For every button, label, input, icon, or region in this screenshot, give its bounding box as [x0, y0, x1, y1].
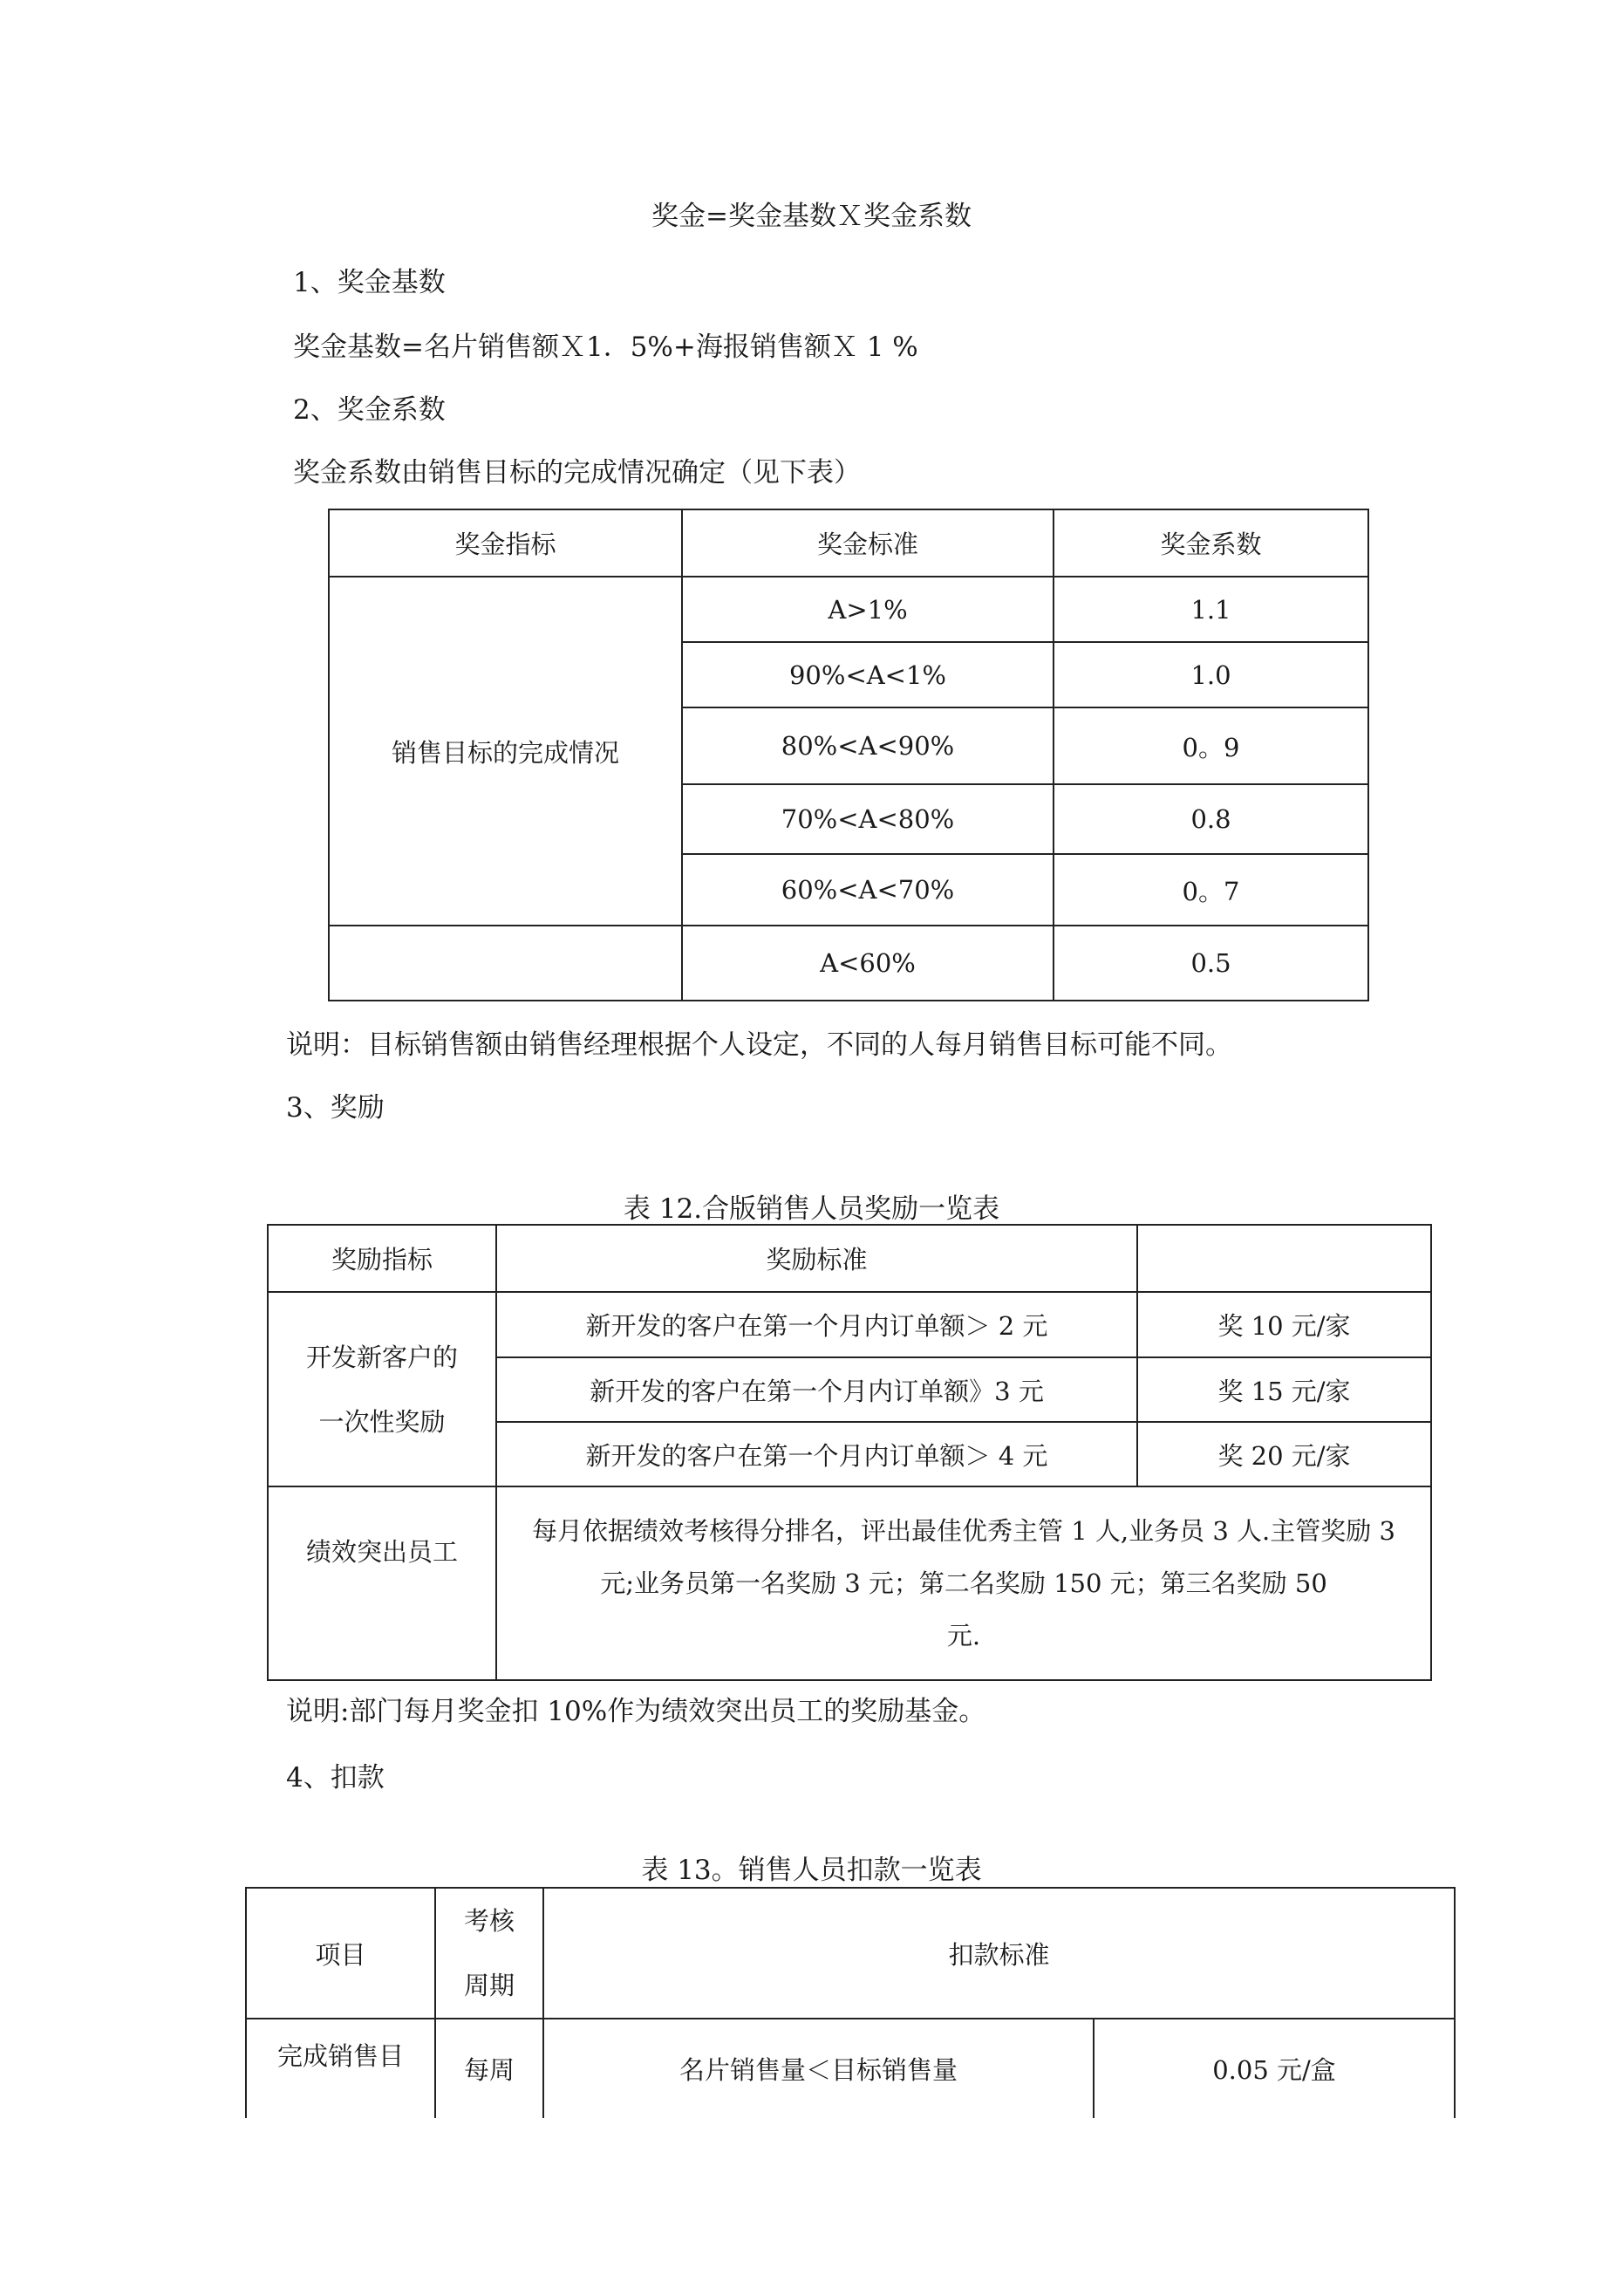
table-header-cell: 奖金指标	[329, 509, 682, 577]
section-2-heading: 2、奖金系数	[293, 394, 446, 426]
reward-standard-cell: 新开发的客户在第一个月内订单额＞ 2 元	[496, 1292, 1137, 1357]
header-line: 考核	[463, 1906, 515, 1936]
standard-cell: 80%<A<90%	[682, 707, 1054, 784]
note-1: 说明：目标销售额由销售经理根据个人设定，不同的人每月销售目标可能不同。	[286, 1029, 1232, 1061]
standard-cell: 70%<A<80%	[682, 784, 1054, 854]
section-1-formula: 奖金基数=名片销售额Ｘ1．5%+海报销售额Ｘ 1 %	[293, 331, 918, 363]
section-4-heading: 4、扣款	[286, 1762, 385, 1794]
rule-line: 元.	[946, 1621, 981, 1650]
deduction-item-cell: 完成销售目	[246, 2019, 435, 2118]
section-2-description: 奖金系数由销售目标的完成情况确定（见下表）	[293, 457, 861, 489]
note-2: 说明:部门每月奖金扣 10%作为绩效突出员工的奖励基金。	[286, 1696, 986, 1727]
standard-cell: 90%<A<1%	[682, 642, 1054, 707]
reward-amount-cell: 奖 10 元/家	[1137, 1292, 1431, 1357]
empty-cell	[329, 926, 682, 1001]
reward-amount-cell: 奖 15 元/家	[1137, 1357, 1431, 1422]
table-header-cell: 奖励指标	[268, 1225, 496, 1292]
completion-group-label: 销售目标的完成情况	[329, 577, 682, 926]
table-2-caption: 表 12.合版销售人员奖励一览表	[623, 1193, 1000, 1225]
table-header-cell: 奖励标准	[496, 1225, 1137, 1292]
reward-standard-cell: 新开发的客户在第一个月内订单额＞ 4 元	[496, 1422, 1137, 1486]
standard-cell: A<60%	[682, 926, 1054, 1001]
outstanding-employee-label: 绩效突出员工	[268, 1486, 496, 1680]
deduction-condition-cell: 名片销售量＜目标销售量	[543, 2019, 1094, 2118]
deduction-table-clip	[244, 1887, 1456, 2118]
formula-title: 奖金=奖金基数Ｘ奖金系数	[651, 201, 972, 232]
section-3-heading: 3、奖励	[286, 1092, 385, 1124]
section-1-heading: 1、奖金基数	[293, 267, 446, 298]
table-header-cell: 项目	[246, 1888, 435, 2019]
header-line: 周期	[463, 1971, 515, 2000]
table-header-cell: 奖金标准	[682, 509, 1054, 577]
table-3-caption: 表 13。销售人员扣款一览表	[641, 1855, 982, 1886]
group-label-line: 开发新客户的	[305, 1342, 458, 1372]
rule-line: 每月依据绩效考核得分排名，评出最佳优秀主管 1 人,业务员 3 人.主管奖励 3	[532, 1516, 1395, 1546]
standard-cell: 60%<A<70%	[682, 854, 1054, 926]
standard-cell: A>1%	[682, 577, 1054, 642]
new-customer-group-label	[268, 1292, 496, 1486]
coefficient-cell: 1.0	[1054, 642, 1368, 707]
deduction-amount-cell: 0.05 元/盒	[1094, 2019, 1455, 2118]
rule-line: 元;业务员第一名奖励 3 元；第二名奖励 150 元；第三名奖励 50	[600, 1568, 1327, 1598]
table-header-cell	[435, 1888, 543, 2019]
outstanding-employee-rule	[496, 1486, 1431, 1680]
coefficient-cell: 0。9	[1054, 707, 1368, 784]
coefficient-cell: 0.8	[1054, 784, 1368, 854]
coefficient-cell: 1.1	[1054, 577, 1368, 642]
group-label-line: 一次性奖励	[318, 1406, 446, 1437]
table-header-cell: 扣款标准	[543, 1888, 1455, 2019]
coefficient-cell: 0.5	[1054, 926, 1368, 1001]
table-header-cell	[1137, 1225, 1431, 1292]
reward-standard-cell: 新开发的客户在第一个月内订单额》3 元	[496, 1357, 1137, 1422]
reward-table	[267, 1224, 1432, 1681]
bonus-coefficient-table	[328, 509, 1369, 1001]
reward-amount-cell: 奖 20 元/家	[1137, 1422, 1431, 1486]
deduction-cycle-cell: 每周	[435, 2019, 543, 2118]
deduction-table	[245, 1887, 1456, 2118]
table-header-cell: 奖金系数	[1054, 509, 1368, 577]
coefficient-cell: 0。7	[1054, 854, 1368, 926]
